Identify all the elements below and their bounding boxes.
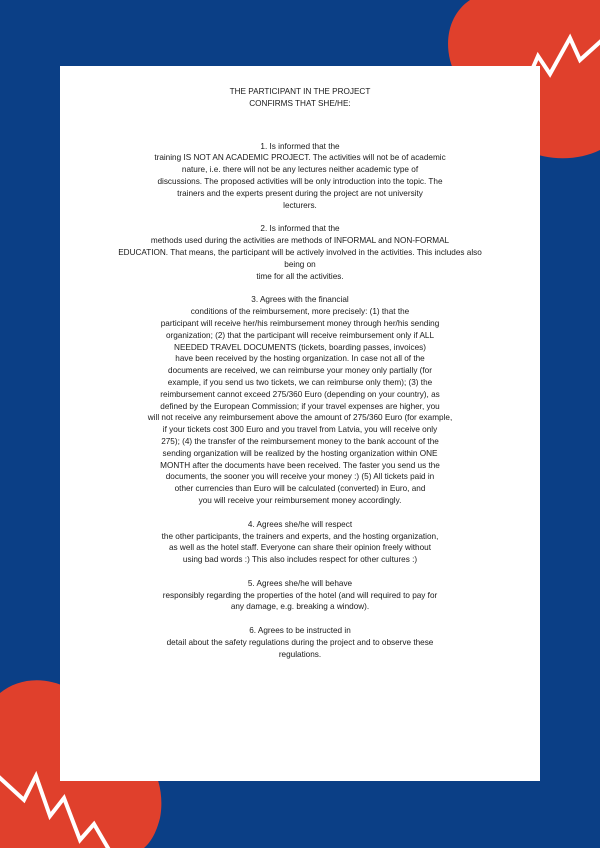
clause-paragraph — [60, 578, 540, 613]
document-page — [60, 66, 540, 781]
clause-line: discussions. The proposed activities will be only introduction into the topic. The — [157, 176, 443, 186]
clause-line: have been received by the hosting organization. In case not all of the — [175, 354, 425, 364]
clause-line: sending organization will be realized by the hosting organization within ONE — [162, 448, 438, 458]
clause-line: you will receive your reimbursement money accordingly. — [198, 495, 402, 505]
clause-line: being on — [284, 259, 316, 269]
clause-line: defined by the European Commission; if your travel expenses are higher, you — [160, 401, 440, 411]
clause-line: MONTH after the documents have been received. The faster you send us the — [160, 460, 440, 470]
clause-line: 4. Agrees she/he will respect — [247, 519, 353, 529]
clause-paragraph — [60, 294, 540, 506]
clause-paragraph — [60, 223, 540, 282]
clause-list — [60, 141, 540, 661]
clause-line: nature, i.e. there will not be any lectures neither academic type of — [181, 165, 419, 175]
clause-paragraph — [60, 141, 540, 212]
clause-line: NEEDED TRAVEL DOCUMENTS (tickets, boarding passes, invoices) — [174, 342, 426, 352]
clause-line: responsibly regarding the properties of the hotel (and will required to pay for — [162, 590, 438, 600]
clause-line: 3. Agrees with the financial — [251, 295, 349, 305]
clause-line: lecturers. — [283, 200, 317, 210]
clause-line: as well as the hotel staff. Everyone can share their opinion freely without — [169, 543, 431, 553]
clause-line: using bad words :) This also includes respect for other cultures :) — [182, 555, 418, 565]
clause-line: regulations. — [278, 649, 322, 659]
clause-line: trainers and the experts present during the project are not university — [177, 188, 423, 198]
title-line: THE PARTICIPANT IN THE PROJECT — [229, 87, 371, 96]
clause-line: training IS NOT AN ACADEMIC PROJECT. The activities will not be of academic — [154, 153, 446, 163]
clause-line: organization; (2) that the participant will receive reimbursement only if ALL — [165, 330, 435, 340]
clause-line: 5. Agrees she/he will behave — [247, 578, 353, 588]
clause-line: any damage, e.g. breaking a window). — [230, 602, 370, 612]
clause-line: other currencies than Euro will be calculated (converted) in Euro, and — [174, 484, 426, 494]
clause-line: 275); (4) the transfer of the reimbursement money to the bank account of the — [161, 436, 439, 446]
clause-line: participant will receive her/his reimbursement money through her/his sending — [160, 318, 440, 328]
clause-line: 2. Is informed that the — [260, 224, 340, 234]
clause-line: detail about the safety regulations during the project and to observe these — [166, 638, 434, 648]
clause-line: time for all the activities. — [256, 271, 344, 281]
clause-line: EDUCATION. That means, the participant will be actively involved in the activities. This includes also — [118, 247, 482, 257]
clause-line: reimbursement cannot exceed 275/360 Euro (depending on your country), as — [160, 389, 440, 399]
title-line: CONFIRMS THAT SHE/HE: — [249, 98, 351, 108]
clause-line: if your tickets cost 300 Euro and you travel from Latvia, you will receive only — [162, 425, 438, 435]
document-title — [60, 86, 540, 110]
clause-line: will not receive any reimbursement above the amount of 275/360 Euro (for example, — [147, 413, 453, 423]
clause-paragraph — [60, 625, 540, 660]
clause-line: 1. Is informed that the — [260, 141, 340, 151]
clause-line: methods used during the activities are methods of INFORMAL and NON-FORMAL — [150, 236, 450, 246]
clause-line: example, if you send us two tickets, we can reimburse only them); (3) the — [167, 377, 433, 387]
clause-line: documents, the sooner you will receive your money :) (5) All tickets paid in — [165, 472, 435, 482]
clause-line: 6. Agrees to be instructed in — [249, 626, 351, 636]
clause-line: the other participants, the trainers and experts, and the hosting organization, — [161, 531, 439, 541]
clause-paragraph — [60, 519, 540, 566]
clause-line: documents are received, we can reimburse your money only partially (for — [168, 366, 432, 376]
clause-line: conditions of the reimbursement, more precisely: (1) that the — [190, 307, 410, 317]
